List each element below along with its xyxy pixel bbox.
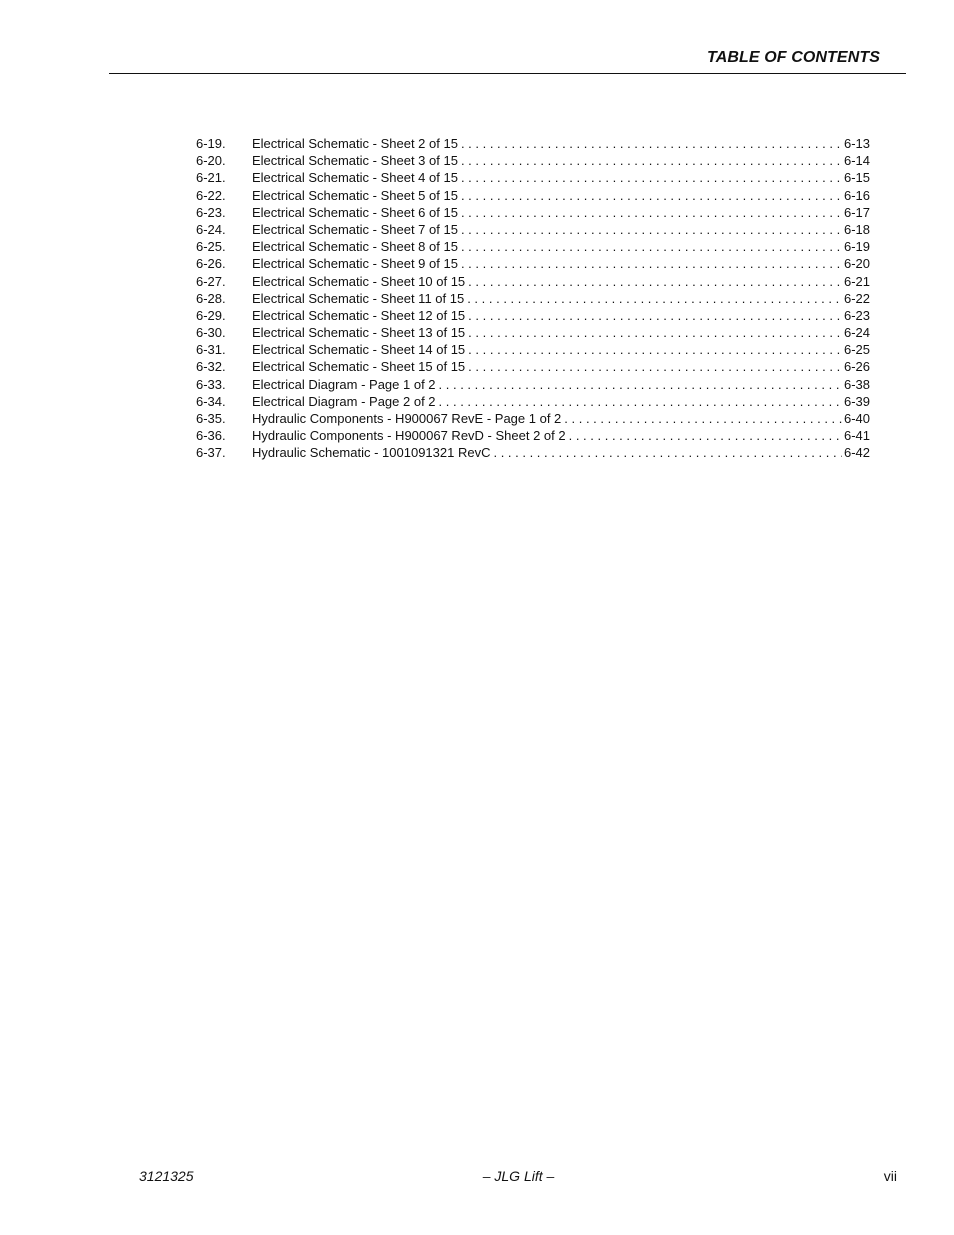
toc-entry-number: 6-30. [196, 325, 226, 341]
toc-entry-page: 6-18 [843, 221, 870, 237]
toc-entry[interactable] [196, 204, 870, 221]
toc-entry[interactable] [196, 307, 870, 324]
toc-dot-leader [569, 427, 842, 444]
toc-dot-leader [468, 273, 842, 290]
toc-dot-leader [461, 169, 842, 186]
toc-dot-leader [468, 307, 842, 324]
toc-entry[interactable] [196, 238, 870, 255]
toc-entry-page: 6-38 [843, 376, 870, 392]
header-divider [109, 73, 906, 74]
toc-entry-number: 6-33. [196, 376, 226, 392]
toc-entry-title: Electrical Schematic - Sheet 3 of 15 [252, 153, 458, 169]
page-header-title: TABLE OF CONTENTS [707, 49, 880, 66]
toc-entry[interactable] [196, 135, 870, 152]
toc-entry[interactable] [196, 273, 870, 290]
toc-entry-number: 6-25. [196, 239, 226, 255]
toc-dot-leader [468, 341, 842, 358]
toc-entry-number: 6-28. [196, 290, 226, 306]
toc-entry[interactable] [196, 255, 870, 272]
toc-entry-page: 6-23 [843, 307, 870, 323]
toc-entry-number: 6-22. [196, 187, 226, 203]
footer-center-text: – JLG Lift – [482, 1168, 555, 1184]
toc-entry-number: 6-23. [196, 204, 226, 220]
toc-entry-number: 6-36. [196, 428, 226, 444]
toc-dot-leader [461, 187, 842, 204]
toc-entry-title: Electrical Schematic - Sheet 5 of 15 [252, 187, 458, 203]
toc-entry-page: 6-42 [843, 445, 870, 461]
toc-entry-page: 6-13 [843, 136, 870, 151]
footer-doc-number: 3121325 [139, 1168, 194, 1184]
toc-entry[interactable] [196, 376, 870, 393]
toc-dot-leader [439, 376, 842, 393]
toc-entry[interactable] [196, 290, 870, 307]
toc-entry-page: 6-22 [843, 290, 870, 306]
toc-dot-leader [468, 358, 842, 375]
toc-entry-number: 6-20. [196, 153, 226, 169]
toc-entry[interactable] [196, 393, 870, 410]
toc-entry-title: Electrical Schematic - Sheet 13 of 15 [252, 325, 466, 341]
toc-entry[interactable] [196, 341, 870, 358]
toc-list [196, 135, 870, 462]
toc-dot-leader [493, 444, 842, 461]
toc-entry-number: 6-26. [196, 256, 226, 272]
toc-entry-title: Hydraulic Components - H900067 RevE - Page 1 of 2 [252, 411, 562, 426]
toc-entry-page: 6-21 [843, 273, 870, 289]
toc-entry[interactable] [196, 169, 870, 186]
toc-entry-number: 6-27. [196, 273, 226, 289]
toc-entry[interactable] [196, 444, 870, 461]
toc-entry-title: Electrical Schematic - Sheet 14 of 15 [252, 342, 466, 358]
toc-dot-leader [461, 204, 842, 221]
toc-entry-page: 6-17 [843, 204, 870, 220]
toc-entry-number: 6-35. [196, 411, 226, 426]
toc-dot-leader [564, 410, 842, 427]
toc-dot-leader [461, 255, 842, 272]
toc-entry-number: 6-37. [196, 445, 226, 461]
toc-entry[interactable] [196, 324, 870, 341]
toc-entry-title: Electrical Schematic - Sheet 9 of 15 [252, 256, 458, 272]
toc-entry-page: 6-39 [843, 393, 870, 409]
toc-dot-leader [468, 324, 842, 341]
toc-entry[interactable] [196, 427, 870, 444]
toc-entry-title: Hydraulic Schematic - 1001091321 RevC [252, 445, 491, 461]
toc-dot-leader [439, 393, 842, 410]
toc-entry-title: Electrical Schematic - Sheet 12 of 15 [252, 307, 466, 323]
toc-entry-title: Electrical Diagram - Page 2 of 2 [252, 393, 436, 409]
toc-dot-leader [461, 135, 842, 152]
toc-entry-title: Electrical Schematic - Sheet 8 of 15 [252, 239, 458, 255]
toc-entry-page: 6-14 [843, 153, 870, 169]
toc-dot-leader [467, 290, 842, 307]
toc-entry-title: Electrical Schematic - Sheet 10 of 15 [252, 273, 466, 289]
toc-entry-title: Electrical Schematic - Sheet 4 of 15 [252, 170, 458, 186]
toc-dot-leader [461, 221, 842, 238]
toc-entry-page: 6-26 [843, 359, 870, 375]
toc-entry-page: 6-19 [843, 239, 870, 255]
toc-entry[interactable] [196, 358, 870, 375]
toc-entry-page: 6-16 [843, 187, 870, 203]
toc-entry-number: 6-29. [196, 307, 226, 323]
toc-entry-page: 6-24 [843, 325, 870, 341]
footer-page-number: vii [883, 1168, 897, 1184]
toc-dot-leader [461, 152, 842, 169]
toc-entry-title: Electrical Schematic - Sheet 6 of 15 [252, 204, 458, 220]
toc-entry[interactable] [196, 152, 870, 169]
toc-entry-number: 6-21. [196, 170, 226, 186]
toc-entry-title: Electrical Schematic - Sheet 7 of 15 [252, 221, 458, 237]
toc-entry-page: 6-20 [843, 256, 870, 272]
toc-entry-number: 6-32. [196, 359, 226, 375]
toc-entry[interactable] [196, 410, 870, 427]
toc-entry-page: 6-40 [843, 411, 870, 426]
toc-entry-title: Electrical Schematic - Sheet 2 of 15 [252, 136, 458, 151]
toc-entry-title: Electrical Schematic - Sheet 15 of 15 [252, 359, 466, 375]
toc-entry-number: 6-24. [196, 221, 226, 237]
toc-entry-title: Hydraulic Components - H900067 RevD - Sheet 2 of 2 [252, 428, 566, 444]
toc-entry-number: 6-31. [196, 342, 226, 358]
toc-entry[interactable] [196, 221, 870, 238]
toc-entry-title: Electrical Diagram - Page 1 of 2 [252, 376, 436, 392]
toc-entry-page: 6-41 [843, 428, 870, 444]
toc-entry-number: 6-34. [196, 393, 226, 409]
toc-dot-leader [461, 238, 842, 255]
toc-entry-page: 6-15 [843, 170, 870, 186]
toc-entry-title: Electrical Schematic - Sheet 11 of 15 [252, 290, 465, 306]
toc-entry-page: 6-25 [843, 342, 870, 358]
toc-entry[interactable] [196, 187, 870, 204]
toc-entry-number: 6-19. [196, 136, 226, 151]
